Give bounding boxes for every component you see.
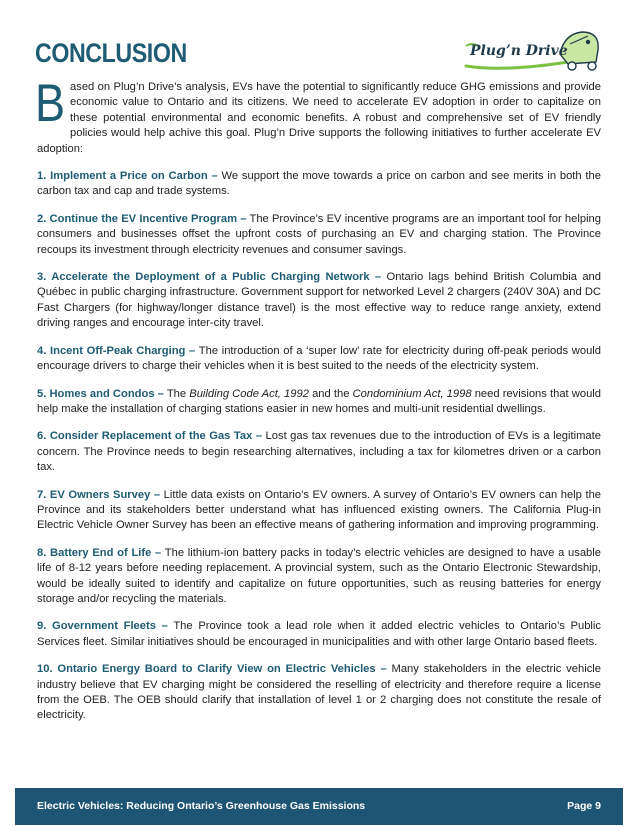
initiative-item-7 (37, 488, 601, 534)
initiative-title: 6. Consider Replacement of the Gas Tax – (37, 430, 263, 443)
initiative-text: Many stakeholders in the electric vehicle industry believe that EV charging might be considered the reselling of electricity and therefore require a license from the OEB. The OEB should clarify that installation of level 1 or 2 charging does not constitute the resale of electricity. (37, 663, 601, 722)
initiative-item-4 (37, 344, 601, 375)
initiative-title: 9. Government Fleets – (37, 620, 168, 633)
initiative-text: need revisions that would help make the installation of charging stations easier in new homes and multi-unit residential dwellings. (37, 387, 602, 415)
initiative-title: 8. Battery End of Life – (37, 546, 162, 559)
plugn-drive-logo (464, 26, 604, 74)
initiative-title: 5. Homes and Condos – (37, 387, 164, 400)
initiative-title: 4. Incent Off-Peak Charging – (37, 344, 196, 357)
initiative-text: The introduction of a ‘super low’ rate for electricity during off-peak periods would encourage drivers to charge their vehicles when it is best suited to the needs of the electricity system. (37, 344, 601, 373)
initiative-title: 2. Continue the EV Incentive Program – (37, 212, 247, 225)
page-footer (15, 788, 623, 825)
initiative-item-3 (37, 270, 601, 332)
initiative-text: Ontario lags behind British Columbia and Québec in public charging infrastructure. Government support for networked Level 2 chargers (240V 30A) and DC Fast Chargers (for highway/longer distance travel) is the most effective way to reduce range anxiety, extend driving ranges and encourage inter-city travel. (37, 271, 602, 330)
initiative-item-10 (37, 662, 601, 724)
page-number: Page 9 (567, 800, 601, 812)
initiative-item-1 (37, 169, 601, 200)
act-title: Condominium Act, 1998 (352, 387, 472, 400)
initiative-title: 7. EV Owners Survey – (37, 488, 161, 501)
drop-cap: B (35, 74, 66, 133)
initiative-item-6 (37, 429, 601, 475)
logo-wordmark: Plug’n Drive (470, 43, 568, 59)
initiative-title: 3. Accelerate the Deployment of a Public Charging Network – (37, 271, 382, 284)
initiative-text: Little data exists on Ontario’s EV owners. A survey of Ontario’s EV owners can help the Province and its stakeholders better understand what has influenced existing owners. The California Plug-in Electric Vehicle Owner Survey has been an effective means of gathering information and improving programming. (37, 488, 602, 532)
initiative-item-2 (37, 212, 601, 258)
initiative-text: We support the move towards a price on carbon and see merits in both the carbon tax and cap and trade systems. (37, 170, 601, 198)
initiative-item-5 (37, 387, 601, 418)
page-title: CONCLUSION (35, 38, 187, 68)
initiative-text: The Province’s EV incentive programs are an important tool for helping consumers and businesses offset the upfront costs of purchasing an EV and charging station. The Province recoups its investment through electricity revenues and consumer savings. (37, 212, 601, 256)
initiative-title: 10. Ontario Energy Board to Clarify View on Electric Vehicles – (37, 663, 387, 676)
initiative-text: Lost gas tax revenues due to the introduction of EVs is a legitimate concern. The Province needs to begin researching alternatives, including a tax for kilometres driven or a carbon tax. (37, 430, 601, 474)
intro-paragraph (35, 74, 601, 157)
conclusion-body (35, 74, 602, 724)
initiative-text: The lithium-ion battery packs in today’s electric vehicles are designed to have a usable life of 8-12 years before needing replacement. A provincial system, such as the Ontario Electronic Stewardship, would be ideally suited to identify and capitalize on future opportunities, such as reusing batteries for energy storage and/or recycling the materials. (37, 546, 601, 605)
initiative-text: The Province took a lead role when it added electric vehicles to Ontario’s Public Services fleet. Similar initiatives should be encouraged in municipalities and with other large Ontario based fleets. (37, 620, 601, 648)
initiative-text: and the (308, 387, 353, 400)
intro-text: ased on Plug’n Drive’s analysis, EVs have the potential to significantly reduce GHG emissions and provide economic value to Ontario and its citizens. We need to accelerate EV adoption in order to capitalize on these potential environmental and economic benefits. A robust and comprehensive set of EV friendly policies would help achive this goal. Plug’n Drive supports the following initiatives to further accelerate EV adoption: (37, 81, 601, 155)
initiative-item-8 (37, 546, 601, 608)
initiative-item-9 (37, 619, 601, 650)
initiative-text: The (163, 387, 190, 400)
footer-document-title: Electric Vehicles: Reducing Ontario’s Greenhouse Gas Emissions (37, 800, 366, 812)
act-title: Building Code Act, 1992 (189, 387, 309, 400)
initiative-title: 1. Implement a Price on Carbon – (37, 170, 218, 183)
